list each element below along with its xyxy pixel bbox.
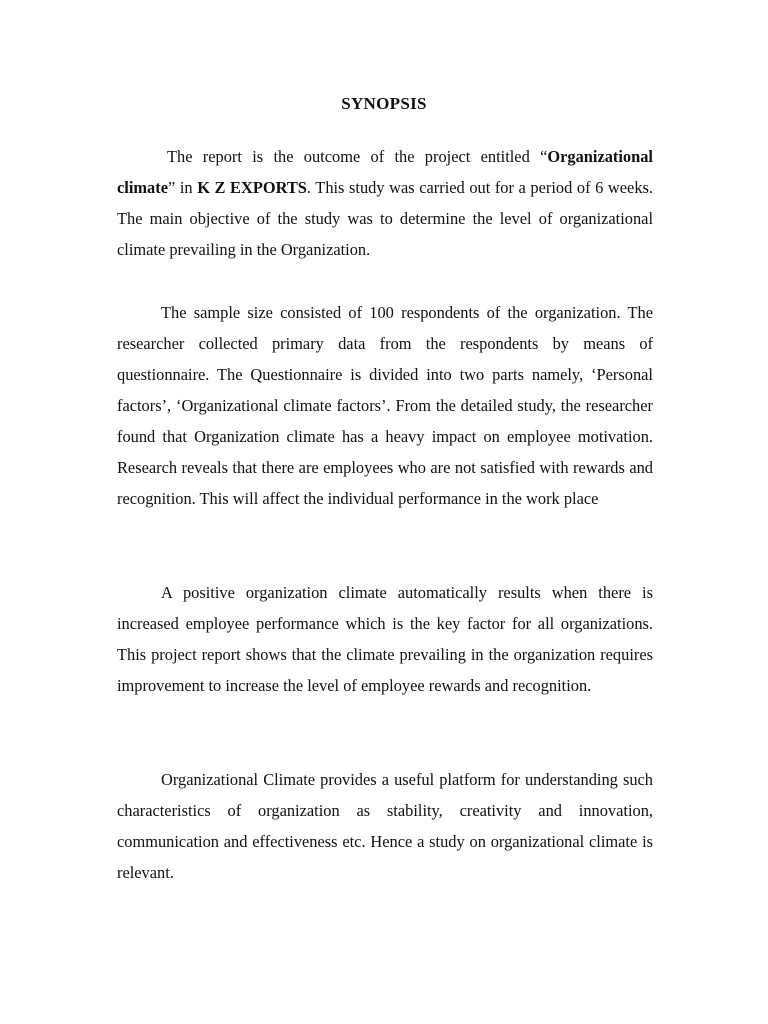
intro-text-1: The report is the outcome of the project entitled “ (167, 147, 548, 166)
paragraph-findings: A positive organization climate automatically results when there is increased employee performance which is the key factor for all organizations. This project report shows that the climate prevailing in the organization requires improvement to increase the level of employee rewards and recognition. (117, 583, 653, 695)
paragraph-conclusion: Organizational Climate provides a useful platform for understanding such characteristics of organization as stability, creativity and innovation, communication and effectiveness etc. Hence a study on organizational climate is relevant. (117, 770, 653, 882)
intro-text-3: . This study was carried out for a period of 6 weeks. The main objective of the study was to determine the level of organizational climate prevailing in the Organization. (117, 178, 653, 259)
company-name-bold: K Z EXPORTS (197, 178, 307, 197)
intro-text-2: ” in (167, 178, 198, 197)
project-title-bold: Organizational climate (117, 147, 653, 197)
page-title: SYNOPSIS (341, 94, 427, 113)
paragraph-intro (117, 141, 653, 265)
paragraph-methodology: The sample size consisted of 100 respondents of the organization. The researcher collected primary data from the respondents by means of questionnaire. The Questionnaire is divided into two parts namely, ‘Personal factors’, ‘Organizational climate factors’. From the detailed study, the researcher found that Organization climate has a heavy impact on employee motivation. Research reveals that there are employees who are not satisfied with rewards and recognition. This will affect the individual performance in the work place (117, 303, 653, 508)
